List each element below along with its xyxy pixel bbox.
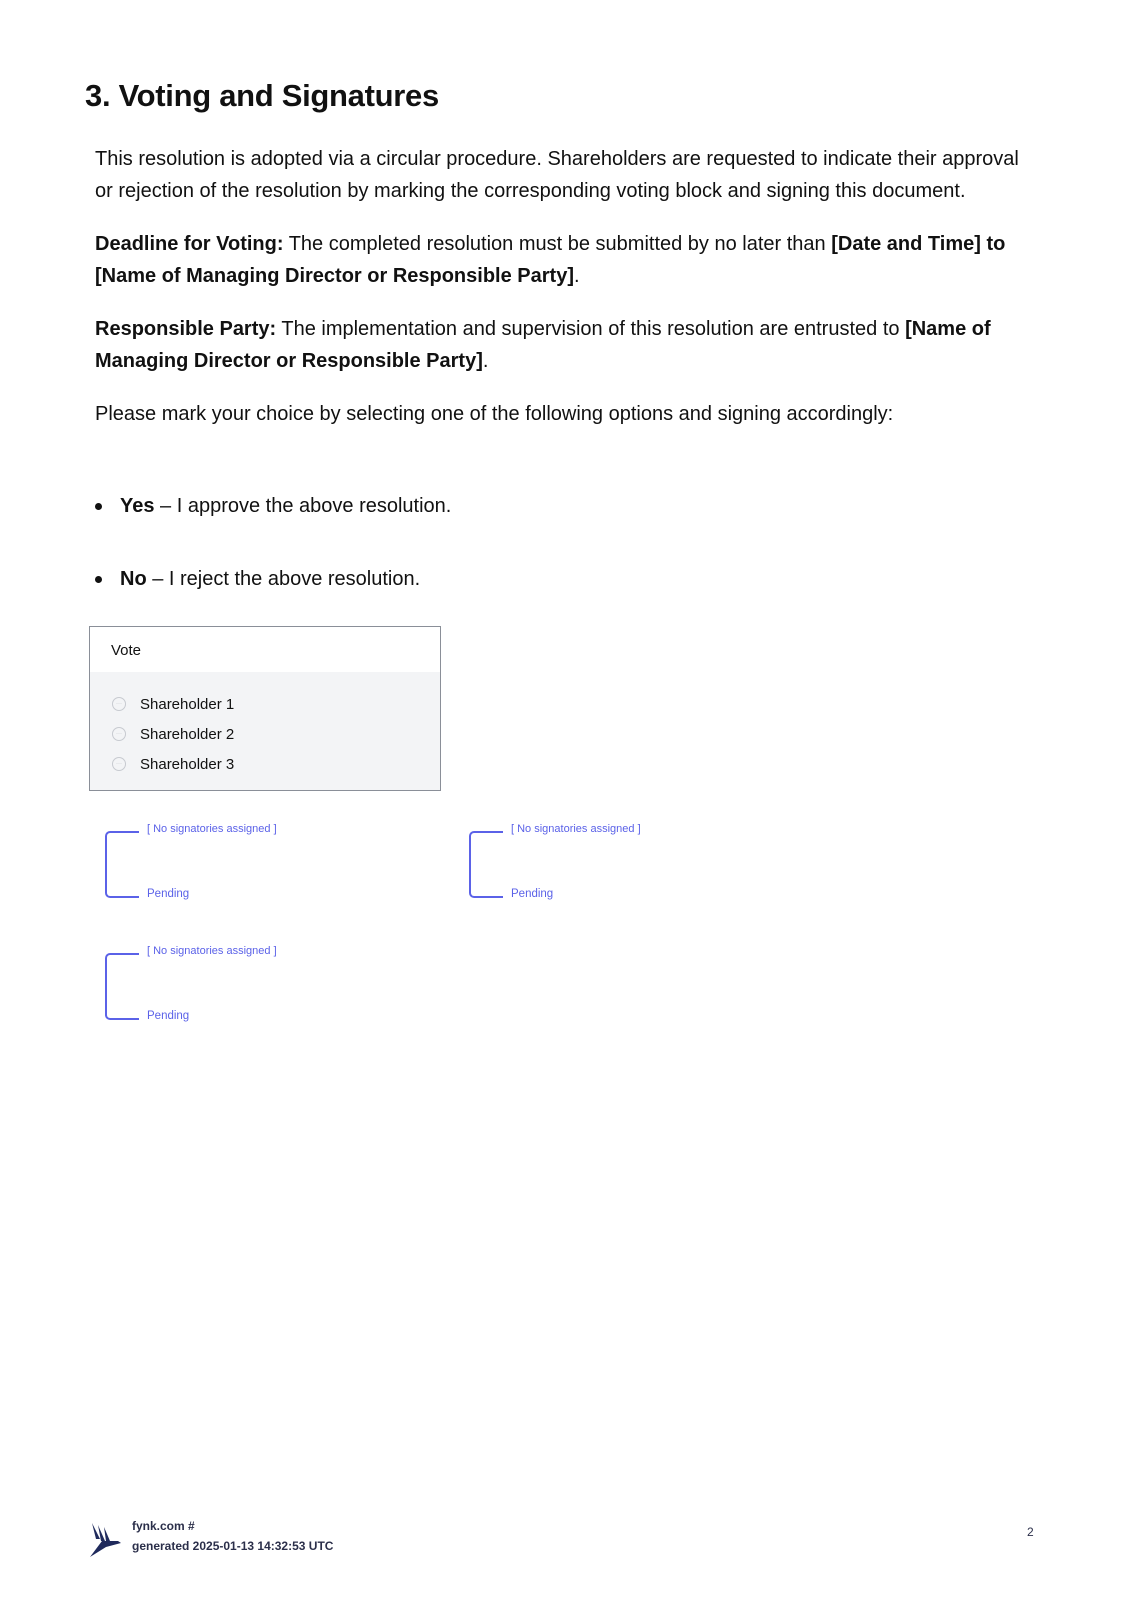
vote-block xyxy=(89,626,441,791)
fynk-logo-icon xyxy=(88,1521,122,1559)
radio-circle-icon[interactable]: ··· xyxy=(112,697,126,711)
responsible-paragraph xyxy=(95,313,1035,377)
vote-option-label: Shareholder 2 xyxy=(140,725,235,743)
option-no-text: – I reject the above resolution. xyxy=(146,568,421,590)
footer-generated: generated 2025-01-13 14:32:53 UTC xyxy=(132,1539,334,1553)
signature-status: Pending xyxy=(147,888,190,900)
vote-option[interactable] xyxy=(90,749,440,779)
signature-bracket xyxy=(469,831,503,898)
signature-assignee: [ No signatories assigned ] xyxy=(147,945,277,957)
document-body xyxy=(95,143,1035,451)
signature-bracket xyxy=(105,831,139,898)
option-yes xyxy=(95,490,695,522)
signature-assignee: [ No signatories assigned ] xyxy=(511,823,641,835)
signature-assignee: [ No signatories assigned ] xyxy=(147,823,277,835)
option-no-label: No xyxy=(120,568,147,590)
responsible-label: Responsible Party: xyxy=(95,318,277,340)
deadline-end: . xyxy=(573,265,580,287)
page-number: 2 xyxy=(1027,1525,1034,1539)
deadline-label: Deadline for Voting: xyxy=(95,233,284,255)
page-title: 3. Voting and Signatures xyxy=(85,78,439,113)
intro-paragraph: This resolution is adopted via a circular procedure. Shareholders are requested to indicate their approval or rejection of the resolution by marking the corresponding voting block and signing this document. xyxy=(95,148,1019,202)
signature-status: Pending xyxy=(147,1010,190,1022)
option-list-no xyxy=(95,563,695,595)
responsible-end: . xyxy=(482,350,489,372)
bullet-dot-icon xyxy=(95,576,102,583)
radio-circle-icon[interactable]: ··· xyxy=(112,727,126,741)
signature-bracket xyxy=(105,953,139,1020)
option-yes-label: Yes xyxy=(120,495,155,517)
signature-field[interactable] xyxy=(105,823,425,903)
option-no xyxy=(95,563,695,595)
footer-site: fynk.com # xyxy=(132,1519,195,1533)
vote-options xyxy=(90,672,440,790)
deadline-text: The completed resolution must be submitted by no later than xyxy=(283,233,832,255)
deadline-paragraph xyxy=(95,228,1035,292)
instruction-paragraph: Please mark your choice by selecting one of the following options and signing accordingly: xyxy=(95,403,894,425)
responsible-value: [Name of Managing Director or Responsible Party] xyxy=(95,318,991,372)
radio-circle-icon[interactable]: ··· xyxy=(112,757,126,771)
vote-option-label: Shareholder 3 xyxy=(140,755,235,773)
signature-status: Pending xyxy=(511,888,554,900)
option-yes-text: – I approve the above resolution. xyxy=(154,495,452,517)
signature-field[interactable] xyxy=(469,823,789,903)
deadline-value: [Date and Time] to [Name of Managing Director or Responsible Party] xyxy=(95,233,1006,287)
vote-header: Vote xyxy=(90,627,440,672)
responsible-text: The implementation and supervision of this resolution are entrusted to xyxy=(276,318,906,340)
signature-field[interactable] xyxy=(105,945,425,1025)
vote-option[interactable] xyxy=(90,719,440,749)
option-list-yes xyxy=(95,490,695,522)
bullet-dot-icon xyxy=(95,503,102,510)
vote-option[interactable] xyxy=(90,689,440,719)
vote-option-label: Shareholder 1 xyxy=(140,695,235,713)
